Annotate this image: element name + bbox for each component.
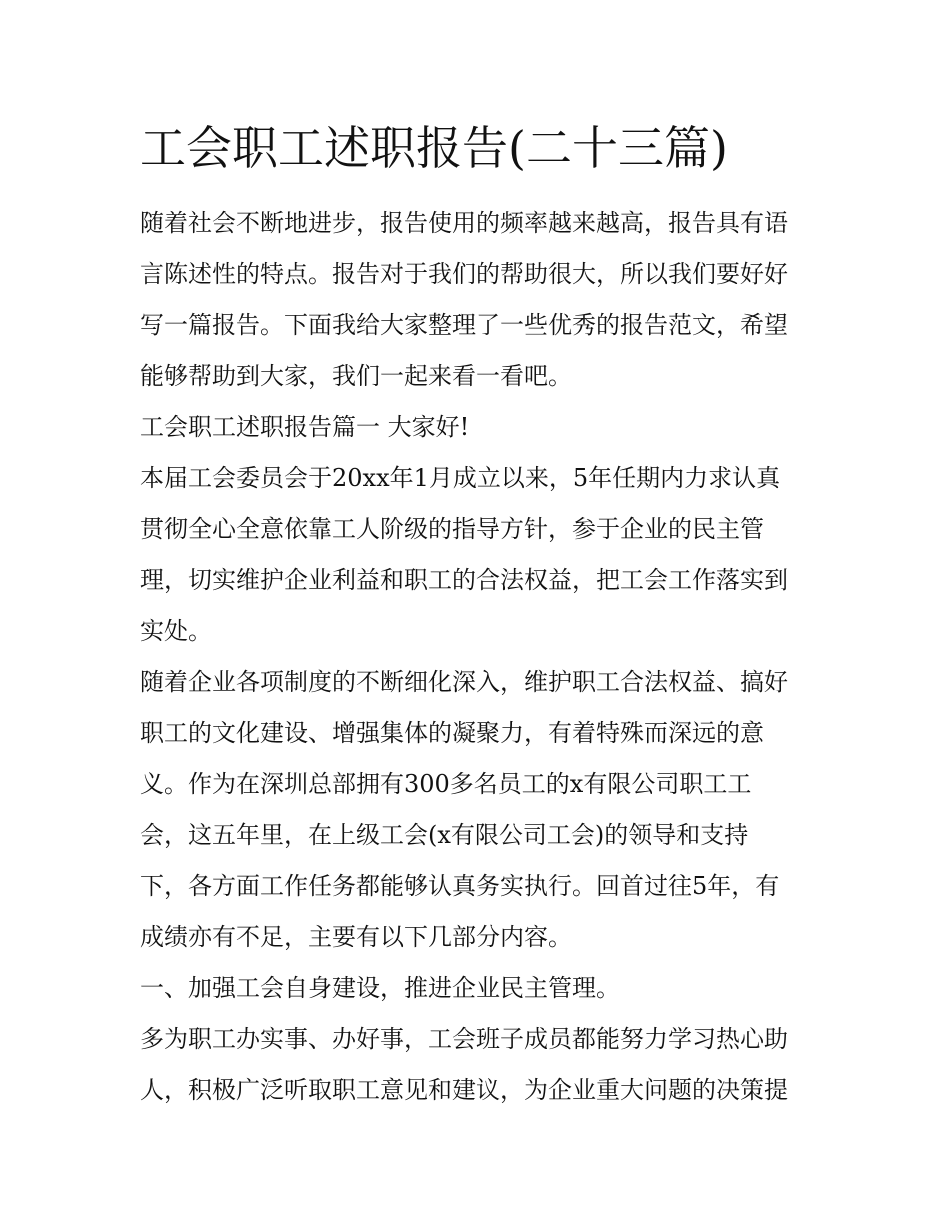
section-heading-line: 工会职工述职报告篇一 大家好! [140, 413, 470, 441]
text-line: 实处。 [140, 617, 212, 645]
text-line: 随着企业各项制度的不断细化深入，维护职工合法权益、搞好 [140, 668, 788, 696]
document-title: 工会职工述职报告(二十三篇) [140, 121, 728, 175]
text-line: 写一篇报告。下面我给大家整理了一些优秀的报告范文，希望 [140, 311, 788, 339]
text-line: 本届工会委员会于20xx年1月成立以来，5年任期内力求认真 [140, 464, 781, 492]
text-line: 成绩亦有不足，主要有以下几部分内容。 [140, 923, 572, 951]
text-line: 言陈述性的特点。报告对于我们的帮助很大，所以我们要好好 [140, 260, 788, 288]
text-line: 人，积极广泛听取职工意见和建议，为企业重大问题的决策提 [140, 1076, 788, 1104]
text-line: 职工的文化建设、增强集体的凝聚力，有着特殊而深远的意 [140, 719, 764, 747]
text-line: 能够帮助到大家，我们一起来看一看吧。 [140, 362, 572, 390]
subheading-line: 一、加强工会自身建设，推进企业民主管理。 [140, 974, 620, 1002]
document-body [140, 198, 812, 1116]
text-line: 义。作为在深圳总部拥有300多名员工的x有限公司职工工 [140, 770, 752, 798]
text-line: 多为职工办实事、办好事，工会班子成员都能努力学习热心助 [140, 1025, 788, 1053]
text-line: 随着社会不断地进步，报告使用的频率越来越高，报告具有语 [140, 209, 788, 237]
text-line: 下，各方面工作任务都能够认真务实执行。回首过往5年，有 [140, 872, 780, 900]
text-line: 贯彻全心全意依靠工人阶级的指导方针，参于企业的民主管 [140, 515, 764, 543]
text-line: 理，切实维护企业利益和职工的合法权益，把工会工作落实到 [140, 566, 788, 594]
text-line: 会，这五年里，在上级工会(x有限公司工会)的领导和支持 [140, 821, 749, 849]
